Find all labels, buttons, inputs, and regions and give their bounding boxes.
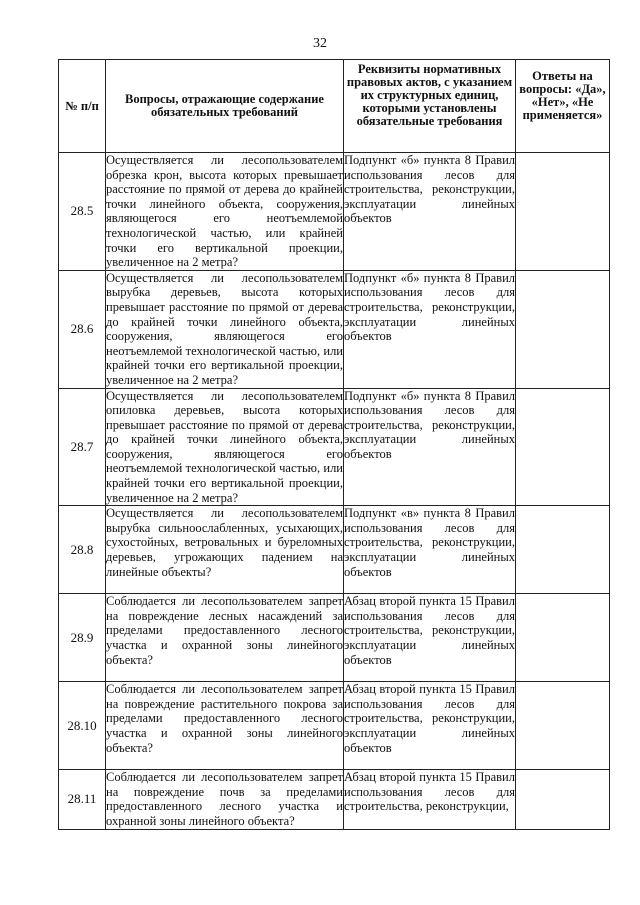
- row-answer-cell[interactable]: [516, 506, 610, 594]
- row-num: 28.6: [59, 270, 106, 388]
- row-num: 28.8: [59, 506, 106, 594]
- page-number: 32: [313, 36, 327, 51]
- row-requisites: Абзац второй пункта 15 Правил использования лесов для строительства, реконструкции, эксплуатации линейных объектов: [344, 594, 516, 682]
- requirements-table: [58, 59, 610, 830]
- row-requisites: Абзац второй пункта 15 Правил использования лесов для строительства, реконструкции,: [344, 770, 516, 829]
- table-row: [59, 506, 610, 594]
- table-row: [59, 388, 610, 506]
- header-question: Вопросы, отражающие содержание обязательных требований: [106, 60, 344, 153]
- table-row: [59, 682, 610, 770]
- row-requisites: Подпункт «б» пункта 8 Правил использования лесов для строительства, реконструкции, эксплуатации линейных объектов: [344, 270, 516, 388]
- header-answers: Ответы на вопросы: «Да», «Нет», «Не применяется»: [516, 60, 610, 153]
- row-num: 28.11: [59, 770, 106, 829]
- row-question: Осуществляется ли лесопользователем опиловка деревьев, высота которых превышает расстояние по прямой от дерева до крайней точки линейного объекта, сооружения, являющегося его неотъемлемой технологической частью, или крайней точки его вертикальной проекции, увеличенное на 2 метра?: [106, 388, 343, 505]
- row-num: 28.10: [59, 682, 106, 770]
- row-requisites: Подпункт «в» пункта 8 Правил использования лесов для строительства, реконструкции, эксплуатации линейных объектов: [344, 506, 516, 594]
- row-answer-cell[interactable]: [516, 770, 610, 829]
- row-num: 28.5: [59, 153, 106, 271]
- header-requisites: Реквизиты нормативных правовых актов, с указанием их структурных единиц, которыми установлены обязательные требования: [344, 60, 516, 153]
- row-answer-cell[interactable]: [516, 270, 610, 388]
- table-row: [59, 770, 610, 829]
- row-num: 28.7: [59, 388, 106, 506]
- row-answer-cell[interactable]: [516, 594, 610, 682]
- row-question: Соблюдается ли лесопользователем запрет на повреждение растительного покрова за пределами предоставленного лесного участка и охранной зоны линейного объекта?: [106, 682, 344, 770]
- row-requisites: Подпункт «б» пункта 8 Правил использования лесов для строительства, реконструкции, эксплуатации линейных объектов: [344, 388, 516, 506]
- row-requisites: Подпункт «б» пункта 8 Правил использования лесов для строительства, реконструкции, эксплуатации линейных объектов: [344, 153, 516, 271]
- row-question: Осуществляется ли лесопользователем вырубка деревьев, высота которых превышает расстояние по прямой от дерева до крайней точки линейного объекта, сооружения, являющегося его неотъемлемой технологической частью, или крайней точки его вертикальной проекции, увеличенное на 2 метра?: [106, 270, 343, 387]
- row-question: Осуществляется ли лесопользователем вырубка сильноослабленных, усыхающих, сухостойных, ветровальных и буреломных деревьев, угрожающих падением на линейные объекты?: [106, 506, 344, 594]
- table-row: [59, 594, 610, 682]
- row-question: Осуществляется ли лесопользователем обрезка крон, высота которых превышает расстояние по прямой от дерева до крайней точки линейного объекта, сооружения, являющегося его неотъемлемой технологической частью, или крайней точки его вертикальной проекции, увеличенное на 2 метра?: [106, 153, 343, 270]
- row-question: Соблюдается ли лесопользователем запрет на повреждение лесных насаждений за пределами предоставленного лесного участка и охранной зоны линейного объекта?: [106, 594, 344, 682]
- table-header-row: [59, 60, 610, 153]
- table-row: [59, 270, 610, 388]
- row-requisites: Абзац второй пункта 15 Правил использования лесов для строительства, реконструкции, эксплуатации линейных объектов: [344, 682, 516, 770]
- row-question: Соблюдается ли лесопользователем запрет на повреждение почв за пределами предоставленного лесного участка и охранной зоны линейного объекта?: [106, 770, 343, 829]
- row-answer-cell[interactable]: [516, 388, 610, 506]
- header-num: № п/п: [59, 60, 106, 153]
- row-answer-cell[interactable]: [516, 153, 610, 271]
- row-num: 28.9: [59, 594, 106, 682]
- table-row: [59, 153, 610, 271]
- row-answer-cell[interactable]: [516, 682, 610, 770]
